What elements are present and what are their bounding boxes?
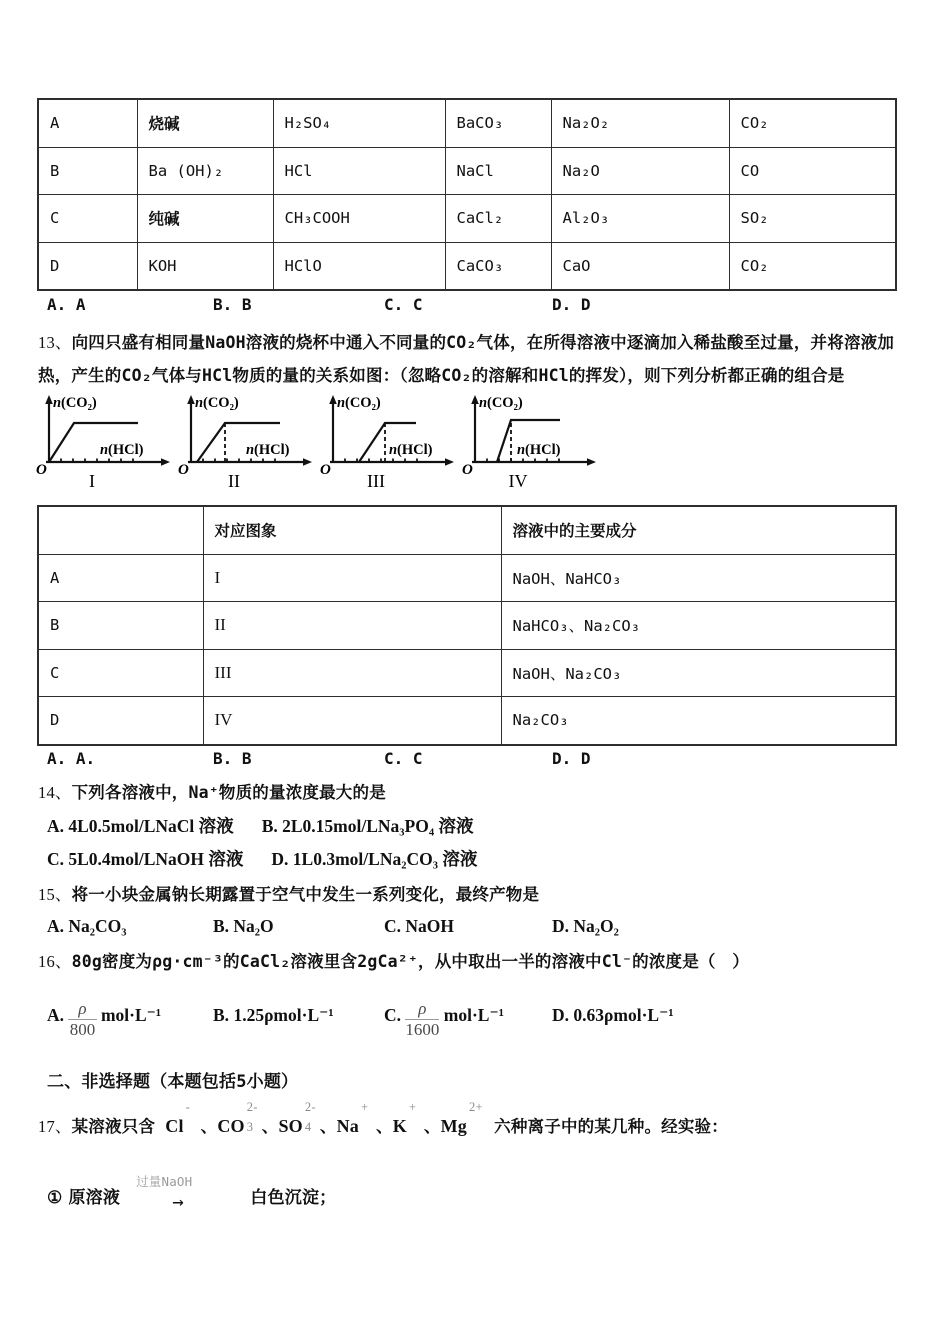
fraction [405,1000,439,1039]
option-letter: D. [552,1004,570,1025]
y-label-n: n [195,395,204,411]
graph-2 [176,392,318,490]
ion-charge: + [408,1100,417,1114]
separator: 、 [261,1117,279,1136]
option-d [552,1005,674,1025]
question-16 [38,950,920,974]
table-cell: NaCl [445,147,551,195]
option-letter: A. [47,1004,65,1025]
table-cell: C [38,649,203,697]
table-cell: IV [203,697,501,745]
q15-options-row [47,916,619,937]
ion-charge: + [361,1100,369,1114]
q14-options-row-1 [47,813,473,838]
table-cell: Al₂O₃ [551,195,729,243]
table-header-cell: 对应图象 [203,506,501,554]
y-label-n: n [53,395,62,411]
fraction-denominator: 1600 [405,1019,440,1039]
table-cell: NaOH、Na₂CO₃ [501,649,896,697]
option-d: D. 1L0.3mol/LNa₂CO₃ 溶液 [271,849,478,869]
ion-formula [392,1100,424,1144]
y-axis-arrow [45,395,53,404]
question-text: 下列各溶液中，Na⁺物质的量浓度最大的是 [71,783,386,802]
option-letter: C. [384,1004,402,1025]
question-number: 16、 [38,952,72,971]
q16-options-row [47,1000,674,1039]
graph-label: II [228,471,240,490]
question-text: 向四只盛有相同量NaOH溶液的烧杯中通入不同量的CO₂气体，在所得溶液中逐滴加入稀盐酸至过量，并将溶液加热，产生的CO₂气体与HCl物质的量的关系如图：（忽略CO₂的溶解和HCl的挥发），则下列分析都正确的组合是 [38,333,895,385]
ion-formula [217,1100,261,1144]
table-cell: CaCl₂ [445,195,551,243]
answer-option: B. B [213,749,252,768]
table-cell: NaOH、NaHCO₃ [501,554,896,602]
origin-label: O [36,462,47,478]
question-text-pre: 某溶液只含 [71,1117,156,1136]
answer-option: C. C [384,749,423,768]
x-label-n: n [246,442,255,458]
table-cell: D [38,242,137,290]
option-d: D. Na₂O₂ [552,916,619,936]
option-b: B. Na₂O [213,916,274,936]
fraction-numerator: ρ [68,1000,96,1020]
y-axis-arrow [471,395,479,404]
table-cell: CO₂ [729,99,896,147]
table-cell: Ba (OH)₂ [137,147,273,195]
x-label-n: n [517,442,526,458]
table-cell: CO [729,147,896,195]
table-cell: Na₂CO₃ [501,697,896,745]
x-label-unit: (HCl) [108,442,144,458]
table-header-cell: 溶液中的主要成分 [501,506,896,554]
option-a: A. Na₂CO₃ [47,916,127,936]
y-label-unit: (CO₂) [203,395,239,411]
table-row [38,195,896,243]
answer-option: D. D [552,295,591,314]
table-cell: B [38,147,137,195]
x-label-unit: (HCl) [254,442,290,458]
table-cell: SO₂ [729,195,896,243]
ion-base: CO [217,1116,245,1136]
table-cell: D [38,697,203,745]
ion-subscript: 3 [246,1119,254,1134]
option-a [47,1000,213,1039]
x-label-n: n [389,442,398,458]
question-number: 17、 [38,1117,72,1136]
table-cell [38,506,203,554]
table-cell: HClO [273,242,445,290]
ion-base: SO [278,1116,303,1136]
table-cell: CO₂ [729,242,896,290]
option-text: 1.25ρmol·L⁻¹ [233,1004,334,1025]
option-letter: B. [213,1004,230,1025]
y-label-unit: (CO₂) [61,395,97,411]
ion-charge: - [185,1100,191,1114]
table-row [38,697,896,745]
table-cell: NaHCO₃、Na₂CO₃ [501,602,896,650]
option-c [384,1000,552,1039]
ion-base: Na [336,1116,359,1136]
ion-charge: 2+ [469,1100,483,1114]
y-label-n: n [479,395,488,411]
y-label-unit: (CO₂) [487,395,523,411]
x-axis-arrow [161,458,170,465]
reaction-arrow-group [136,1170,206,1213]
fraction-denominator: 800 [69,1019,96,1039]
ion-charge: 2- [304,1100,316,1114]
question-number: 14、 [38,783,72,802]
table-cell: KOH [137,242,273,290]
table-row [38,554,896,602]
option-unit: mol·L⁻¹ [100,1004,162,1025]
question-13 [38,326,920,392]
option-a: A. 4L0.5mol/LNaCl 溶液 [47,816,234,836]
separator: 、 [319,1117,337,1136]
answer-option: A. A [47,295,86,314]
option-b [213,1005,384,1026]
table-cell: HCl [273,147,445,195]
x-axis-arrow [587,458,596,465]
section-title: 二、非选择题（本题包括5小题） [47,1072,299,1092]
table-cell: H₂SO₄ [273,99,445,147]
graph-1 [34,392,176,490]
ion-formula [440,1100,484,1144]
table-row [38,99,896,147]
option-c: C. NaOH [384,916,454,936]
question-14 [38,781,920,805]
question-text-post: 六种离子中的某几种。经实验： [494,1117,728,1136]
graph-label: IV [508,471,528,490]
separator: 、 [376,1117,393,1136]
ion-base: Cl [165,1116,184,1136]
option-unit: mol·L⁻¹ [443,1004,504,1025]
ion-formula [165,1100,200,1144]
x-label-unit: (HCl) [397,442,433,458]
step-reactant: 原溶液 [68,1188,121,1208]
x-axis-arrow [303,458,312,465]
table-cell: A [38,99,137,147]
y-axis-arrow [187,395,195,404]
answer-option: C. C [384,295,423,314]
graph-label: III [367,471,385,490]
question-17 [38,1100,920,1145]
table-row [38,649,896,697]
answer-option: B. B [213,295,252,314]
question-number: 15、 [38,885,72,904]
question-15 [38,883,920,907]
table-cell: II [203,602,501,650]
separator: 、 [423,1117,441,1136]
graph-3 [318,392,460,490]
answer-row-q12 [47,295,591,314]
table-cell: I [203,554,501,602]
graph-4 [460,392,602,490]
origin-label: O [462,462,473,478]
figure-graphs [34,392,602,490]
table-row [38,602,896,650]
option-text: 0.63ρmol·L⁻¹ [573,1004,674,1025]
question-number: 13、 [38,333,72,352]
table-cell: Na₂O [551,147,729,195]
step-marker: ① [47,1188,63,1208]
reaction-arrow: → [172,1191,185,1213]
ion-formula [278,1100,319,1144]
answer-row-q13 [47,749,591,768]
q17-experiment-step-1 [47,1170,337,1213]
table-cell: B [38,602,203,650]
q14-options-row-2 [47,846,477,871]
classification-table [37,98,897,291]
ion-subscript: 4 [304,1119,312,1134]
origin-label: O [178,462,189,478]
table-cell: A [38,554,203,602]
ion-charge: 2- [246,1100,258,1114]
separator: 、 [200,1117,218,1136]
fraction-numerator: ρ [405,1000,439,1020]
option-b: B. 2L0.15mol/LNa₃PO₄ 溶液 [261,816,474,836]
reaction-condition: 过量NaOH [136,1174,193,1189]
answer-option: D. D [552,749,591,768]
table-row [38,506,896,554]
table-cell: CaO [551,242,729,290]
y-axis-arrow [329,395,337,404]
answer-option: A. A. [47,749,96,768]
table-cell: C [38,195,137,243]
table-cell: BaCO₃ [445,99,551,147]
x-label-unit: (HCl) [525,442,561,458]
table-cell: 烧碱 [137,99,273,147]
y-label-n: n [337,395,346,411]
ion-base: K [392,1116,407,1136]
table-row [38,147,896,195]
table-cell: Na₂O₂ [551,99,729,147]
ion-formula [336,1100,376,1144]
option-c: C. 5L0.4mol/LNaOH 溶液 [47,849,244,869]
graph-label: I [89,471,95,490]
question-text: 将一小块金属钠长期露置于空气中发生一系列变化，最终产物是 [71,885,540,904]
table-cell: CH₃COOH [273,195,445,243]
ion-base: Mg [440,1116,467,1136]
table-row [38,242,896,290]
y-label-unit: (CO₂) [345,395,381,411]
graph-mapping-table [37,505,897,746]
table-cell: CaCO₃ [445,242,551,290]
x-label-n: n [100,442,109,458]
step-product: 白色沉淀； [250,1188,337,1208]
x-axis-arrow [445,458,454,465]
origin-label: O [320,462,331,478]
table-cell: 纯碱 [137,195,273,243]
section-2-heading [47,1070,298,1094]
table-cell: III [203,649,501,697]
question-text: 80g密度为ρg·cm⁻³的CaCl₂溶液里含2gCa²⁺，从中取出一半的溶液中Cl⁻的浓度是（ ） [71,952,750,971]
fraction [68,1000,96,1039]
